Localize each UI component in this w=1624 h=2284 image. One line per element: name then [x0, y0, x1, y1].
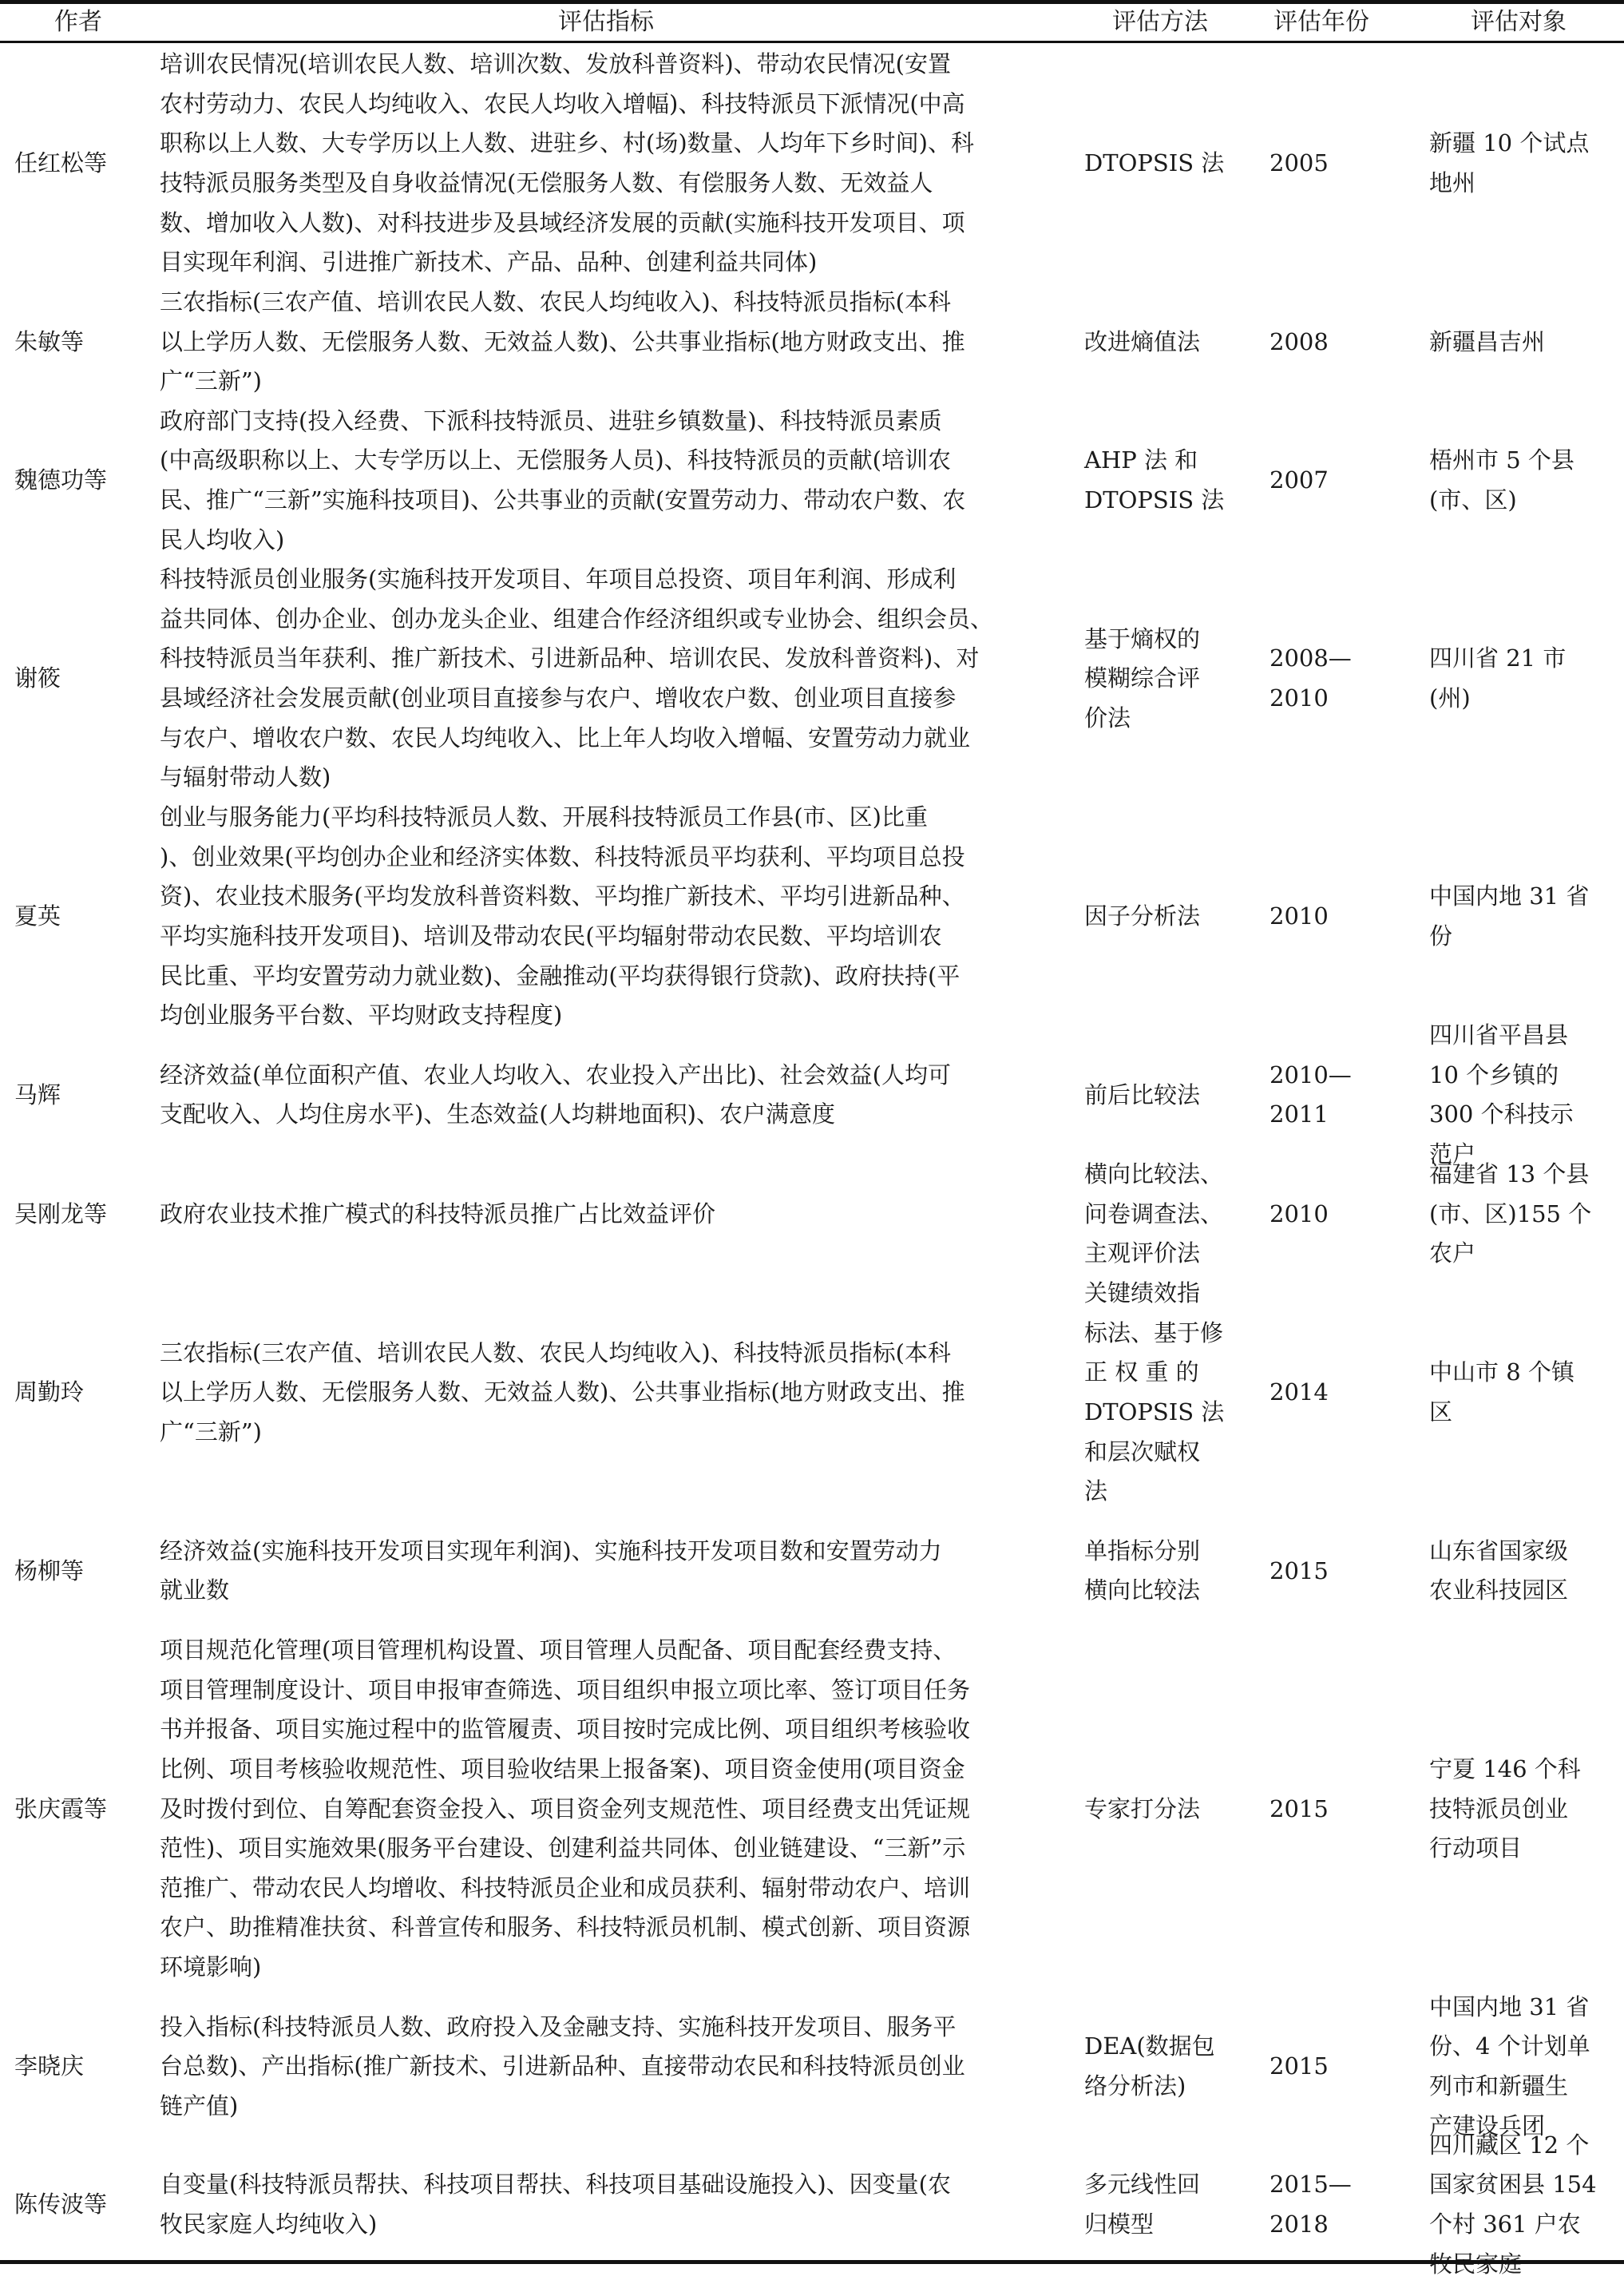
target-cell-line: 中国内地 31 省: [1429, 1993, 1590, 2020]
target-cell-line: 列市和新疆生: [1429, 2072, 1569, 2100]
author-cell-line: 周勤玲: [14, 1378, 85, 1406]
target-cell-line: 四川省平昌县: [1429, 1021, 1569, 1049]
method-cell: [1084, 1076, 1236, 1116]
method-cell-line: 主观评价法: [1084, 1239, 1201, 1267]
target-cell-line: 农业科技园区: [1429, 1576, 1569, 1604]
method-cell: [1084, 620, 1236, 739]
indicators-cell-line: 均创业服务平台数、平均财政支持程度): [160, 1001, 563, 1029]
target-cell: [1429, 441, 1608, 520]
method-cell: [1084, 144, 1236, 184]
target-cell: [1429, 1750, 1608, 1869]
indicators-cell-line: 范推广、带动农民人均增收、科技特派员企业和成员获利、辐射带动农户、培训: [160, 1874, 971, 1901]
year-cell: [1269, 1373, 1373, 1413]
indicators-cell-line: 政府农业技术推广模式的科技特派员推广占比效益评价: [160, 1199, 716, 1227]
indicators-cell: [160, 283, 1052, 402]
indicators-cell: [160, 1195, 1052, 1235]
author-cell-line: 夏英: [14, 902, 61, 930]
target-cell-line: 中国内地 31 省: [1429, 882, 1590, 910]
target-cell: [1429, 323, 1608, 363]
target-cell: [1429, 1532, 1608, 1611]
year-cell-line: 2010: [1269, 684, 1329, 712]
method-cell: [1084, 1274, 1236, 1512]
method-cell-line: 正 权 重 的: [1084, 1358, 1199, 1386]
indicators-cell-line: 就业数: [160, 1576, 230, 1604]
target-cell-line: 范户: [1429, 1140, 1476, 1168]
method-cell-line: DEA(数据包: [1084, 2032, 1215, 2060]
indicators-cell: [160, 1631, 1052, 1987]
method-cell-line: 横向比较法、: [1084, 1160, 1224, 1188]
target-cell-line: (市、区)155 个: [1429, 1199, 1592, 1227]
year-cell: [1269, 639, 1373, 718]
target-cell-line: 地州: [1429, 169, 1476, 196]
author-cell: [14, 897, 142, 937]
indicators-cell-line: 经济效益(实施科技开发项目实现年利润)、实施科技开发项目数和安置劳动力: [160, 1537, 942, 1564]
year-cell-line: 2010—: [1269, 1061, 1352, 1088]
year-cell-line: 2008: [1269, 327, 1329, 355]
target-cell-line: 行动项目: [1429, 1834, 1523, 1862]
year-cell-line: 2010: [1269, 902, 1329, 930]
header-year: 评估年份: [1273, 8, 1369, 36]
target-cell: [1429, 639, 1608, 718]
bottom-rule: [0, 2260, 1624, 2264]
target-cell: [1429, 1155, 1608, 1274]
author-cell: [14, 1195, 142, 1235]
indicators-cell-line: 牧民家庭人均纯收入): [160, 2210, 378, 2238]
author-cell-line: 吴刚龙等: [14, 1199, 108, 1227]
author-cell-line: 杨柳等: [14, 1556, 85, 1584]
indicators-cell: [160, 1532, 1052, 1611]
indicators-cell-line: 数、增加收入人数)、对科技进步及县域经济发展的贡献(实施科技开发项目、项: [160, 208, 965, 236]
target-cell-line: (州): [1429, 684, 1471, 712]
method-cell: [1084, 2165, 1236, 2244]
author-cell: [14, 659, 142, 699]
indicators-cell-line: 范性)、项目实施效果(服务平台建设、创建利益共同体、创业链建设、“三新”示: [160, 1834, 966, 1862]
year-cell-line: 2018: [1269, 2210, 1329, 2238]
indicators-cell-line: 比例、项目考核验收规范性、项目验收结果上报备案)、项目资金使用(项目资金: [160, 1755, 965, 1783]
indicators-cell-line: 创业与服务能力(平均科技特派员人数、开展科技特派员工作县(市、区)比重: [160, 803, 928, 831]
indicators-cell-line: (中高级职称以上、大专学历以上、无偿服务人员)、科技特派员的贡献(培训农: [160, 446, 951, 474]
target-cell-line: 梧州市 5 个县: [1429, 446, 1574, 474]
target-cell-line: 四川省 21 市: [1429, 644, 1567, 672]
indicators-cell-line: 职称以上人数、大专学历以上人数、进驻乡、村(场)数量、人均年下乡时间)、科: [160, 129, 974, 157]
indicators-cell: [160, 560, 1052, 798]
year-cell-line: 2015: [1269, 2052, 1329, 2080]
method-cell-line: AHP 法 和: [1084, 446, 1198, 474]
indicators-cell-line: 与辐射带动人数): [160, 763, 331, 791]
year-cell: [1269, 2165, 1373, 2244]
target-cell-line: 山东省国家级: [1429, 1537, 1569, 1564]
indicators-cell-line: 政府部门支持(投入经费、下派科技特派员、进驻乡镇数量)、科技特派员素质: [160, 406, 942, 434]
year-cell: [1269, 1552, 1373, 1592]
method-cell-line: 模糊综合评: [1084, 664, 1201, 692]
indicators-cell-line: 支配收入、人均住房水平)、生态效益(人均耕地面积)、农户满意度: [160, 1100, 835, 1128]
author-cell-line: 魏德功等: [14, 466, 108, 494]
method-cell: [1084, 897, 1236, 937]
author-cell: [14, 2185, 142, 2225]
year-cell-line: 2011: [1269, 1100, 1329, 1128]
author-cell-line: 任红松等: [14, 149, 108, 177]
header-method: 评估方法: [1112, 8, 1208, 36]
indicators-cell-line: 平均实施科技开发项目)、培训及带动农民(平均辐射带动农民数、平均培训农: [160, 922, 942, 950]
target-cell-line: 四川藏区 12 个: [1429, 2131, 1590, 2159]
method-cell-line: DTOPSIS 法: [1084, 1398, 1225, 1426]
target-cell-line: [1429, 2245, 1608, 2284]
indicators-cell-line: 科技特派员创业服务(实施科技开发项目、年项目总投资、项目年利润、形成利: [160, 565, 957, 593]
year-cell: [1269, 461, 1373, 501]
year-cell-line: 2014: [1269, 1378, 1329, 1406]
year-cell-line: 2015—: [1269, 2171, 1352, 2199]
indicators-cell-line: 经济效益(单位面积产值、农业人均收入、农业投入产出比)、社会效益(人均可: [160, 1061, 951, 1088]
target-cell-line: 技特派员创业: [1429, 1794, 1569, 1822]
target-cell-line: 农户: [1429, 1239, 1476, 1267]
target-cell: [1429, 877, 1608, 956]
author-cell: [14, 1373, 142, 1413]
method-cell-line: 横向比较法: [1084, 1576, 1201, 1604]
year-cell-line: 2005: [1269, 149, 1329, 177]
indicators-cell-line: 项目管理制度设计、项目申报审查筛选、项目组织申报立项比率、签订项目任务: [160, 1675, 971, 1703]
indicators-cell-line: 资)、农业技术服务(平均发放科普资料数、平均推广新技术、平均引进新品种、: [160, 882, 965, 910]
method-cell-line: DTOPSIS 法: [1084, 149, 1225, 177]
target-cell-line: 份、4 个计划单: [1429, 2032, 1590, 2060]
author-cell: [14, 2047, 142, 2087]
indicators-cell-line: 以上学历人数、无偿服务人数、无效益人数)、公共事业指标(地方财政支出、推: [160, 1378, 965, 1406]
indicators-cell-line: 目实现年利润、引进推广新技术、产品、品种、创建利益共同体): [160, 248, 818, 276]
method-cell-line: 标法、基于修: [1084, 1318, 1224, 1346]
indicators-cell-line: 民、推广“三新”实施科技项目)、公共事业的贡献(安置劳动力、带动农户数、农: [160, 486, 966, 514]
indicators-cell-line: 民人均收入): [160, 525, 285, 553]
indicators-cell-line: 广“三新”): [160, 1418, 262, 1445]
method-cell: [1084, 441, 1236, 520]
method-cell-line: 问卷调查法、: [1084, 1199, 1224, 1227]
target-cell-line: 中山市 8 个镇: [1429, 1358, 1574, 1386]
method-cell-line: 因子分析法: [1084, 902, 1201, 930]
author-cell: [14, 1552, 142, 1592]
author-cell: [14, 144, 142, 184]
method-cell: [1084, 2027, 1236, 2106]
indicators-cell-line: 科技特派员当年获利、推广新技术、引进新品种、培训农民、发放科普资料)、对: [160, 644, 980, 672]
year-cell-line: 2015: [1269, 1556, 1329, 1584]
year-cell-line: 2010: [1269, 1199, 1329, 1227]
indicators-cell-line: 农村劳动力、农民人均纯收入、农民人均收入增幅)、科技特派员下派情况(中高: [160, 89, 965, 117]
method-cell-line: 关键绩效指: [1084, 1279, 1201, 1307]
method-cell-line: 价法: [1084, 704, 1131, 732]
year-cell-line: 2008—: [1269, 644, 1352, 672]
method-cell-line: 多元线性回: [1084, 2171, 1201, 2199]
indicators-cell-line: 民比重、平均安置劳动力就业数)、金融推动(平均获得银行贷款)、政府扶持(平: [160, 962, 961, 989]
indicators-cell-line: 培训农民情况(培训农民人数、培训次数、发放科普资料)、带动农民情况(安置: [160, 50, 951, 78]
target-cell: [1429, 1988, 1608, 2146]
author-cell-line: 谢筱: [14, 664, 61, 692]
target-cell-line: 福建省 13 个县: [1429, 1160, 1590, 1188]
header-rule: [0, 41, 1624, 43]
indicators-cell: [160, 402, 1052, 560]
author-cell: [14, 461, 142, 501]
method-cell-line: 基于熵权的: [1084, 625, 1201, 652]
target-cell-line: 10 个乡镇的: [1429, 1061, 1559, 1088]
indicators-cell-line: )、创业效果(平均创办企业和经济实体数、科技特派员平均获利、平均项目总投: [160, 843, 965, 870]
author-cell-line: 张庆霞等: [14, 1794, 108, 1822]
method-cell: [1084, 1532, 1236, 1611]
method-cell-line: 和层次赋权: [1084, 1437, 1201, 1465]
indicators-cell: [160, 1056, 1052, 1135]
target-cell: [1429, 124, 1608, 203]
method-cell-line: DTOPSIS 法: [1084, 486, 1225, 514]
year-cell-line: 2015: [1269, 1794, 1329, 1822]
header-target: 评估对象: [1471, 8, 1567, 36]
year-cell: [1269, 1056, 1373, 1135]
indicators-cell-line: 农户、助推精准扶贫、科普宣传和服务、科技特派员机制、模式创新、项目资源: [160, 1913, 971, 1941]
indicators-cell-line: 书并报备、项目实施过程中的监管履责、项目按时完成比例、项目组织考核验收: [160, 1715, 971, 1743]
year-cell: [1269, 1195, 1373, 1235]
indicators-cell-line: 环境影响): [160, 1953, 262, 1981]
target-cell-line: 宁夏 146 个科: [1429, 1755, 1581, 1783]
target-cell-line: 国家贫困县 154: [1429, 2171, 1597, 2199]
indicators-cell-line: 广“三新”): [160, 367, 262, 395]
indicators-cell-line: 以上学历人数、无偿服务人数、无效益人数)、公共事业指标(地方财政支出、推: [160, 327, 965, 355]
method-cell: [1084, 1155, 1236, 1274]
author-cell: [14, 1790, 142, 1830]
author-cell: [14, 323, 142, 363]
method-cell: [1084, 1790, 1236, 1830]
method-cell-line: 归模型: [1084, 2210, 1155, 2238]
indicators-cell-line: 投入指标(科技特派员人数、政府投入及金融支持、实施科技开发项目、服务平: [160, 2012, 957, 2040]
method-cell-line: 络分析法): [1084, 2072, 1186, 2100]
year-cell: [1269, 897, 1373, 937]
author-cell-line: 朱敏等: [14, 327, 85, 355]
target-cell-line: 个村 361 户农: [1429, 2210, 1581, 2238]
indicators-cell: [160, 2008, 1052, 2127]
method-cell: [1084, 323, 1236, 363]
author-cell-line: 马辉: [14, 1081, 61, 1108]
indicators-cell-line: 链产值): [160, 2092, 239, 2119]
target-cell-line: 份: [1429, 922, 1453, 950]
indicators-cell-line: 益共同体、创办企业、创办龙头企业、组建合作经济组织或专业协会、组织会员、: [160, 605, 994, 632]
target-cell-line: 300 个科技示: [1429, 1100, 1574, 1128]
indicators-cell: [160, 1334, 1052, 1453]
indicators-cell-line: 项目规范化管理(项目管理机构设置、项目管理人员配备、项目配套经费支持、: [160, 1636, 957, 1664]
indicators-cell: [160, 2165, 1052, 2244]
indicators-cell-line: 县域经济社会发展贡献(创业项目直接参与农户、增收农户数、创业项目直接参: [160, 684, 957, 712]
year-cell: [1269, 2047, 1373, 2087]
header-indicators: 评估指标: [558, 8, 654, 36]
indicators-cell-line: 三农指标(三农产值、培训农民人数、农民人均纯收入)、科技特派员指标(本科: [160, 1338, 951, 1366]
indicators-cell-line: 自变量(科技特派员帮扶、科技项目帮扶、科技项目基础设施投入)、因变量(农: [160, 2171, 951, 2199]
target-cell-line: 新疆昌吉州: [1429, 327, 1546, 355]
indicators-cell-line: 三农指标(三农产值、培训农民人数、农民人均纯收入)、科技特派员指标(本科: [160, 288, 951, 316]
target-cell-line: 产建设兵团: [1429, 2112, 1546, 2139]
target-cell-line: 区: [1429, 1398, 1453, 1426]
author-cell-line: 李晓庆: [14, 2052, 85, 2080]
author-cell: [14, 1076, 142, 1116]
method-cell-line: 法: [1084, 1477, 1108, 1505]
year-cell-line: 2007: [1269, 466, 1329, 494]
target-cell: [1429, 1353, 1608, 1432]
method-cell-line: 前后比较法: [1084, 1081, 1201, 1108]
year-cell: [1269, 1790, 1373, 1830]
indicators-cell-line: 与农户、增收农户数、农民人均纯收入、比上年人均收入增幅、安置劳动力就业: [160, 724, 971, 751]
target-cell: [1429, 1016, 1608, 1174]
method-cell-line: 单指标分别: [1084, 1537, 1201, 1564]
year-cell: [1269, 323, 1373, 363]
header-author: 作者: [54, 8, 102, 36]
indicators-cell: [160, 798, 1052, 1036]
method-cell-line: 改进熵值法: [1084, 327, 1201, 355]
target-cell-line: (市、区): [1429, 486, 1517, 514]
indicators-cell-line: 及时拨付到位、自筹配套资金投入、项目资金列支规范性、项目经费支出凭证规: [160, 1794, 971, 1822]
top-rule: [0, 0, 1624, 4]
indicators-cell-line: 技特派员服务类型及自身收益情况(无偿服务人数、有偿服务人数、无效益人: [160, 169, 933, 196]
indicators-cell: [160, 45, 1052, 283]
indicators-cell-line: 台总数)、产出指标(推广新技术、引进新品种、直接带动农民和科技特派员创业: [160, 2052, 965, 2080]
target-cell-line: 新疆 10 个试点: [1429, 129, 1590, 157]
method-cell-line: 专家打分法: [1084, 1794, 1201, 1822]
year-cell: [1269, 144, 1373, 184]
author-cell-line: 陈传波等: [14, 2191, 108, 2219]
